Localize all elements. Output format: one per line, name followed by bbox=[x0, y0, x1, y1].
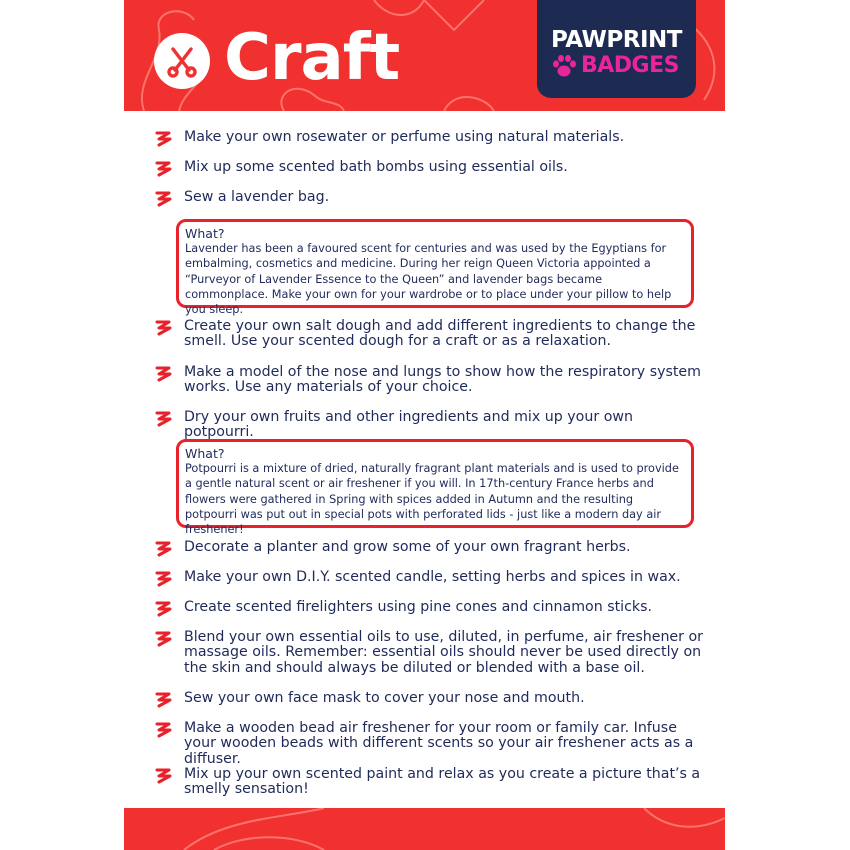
bullet-icon bbox=[154, 190, 174, 208]
brand-name-top: PAWPRINT bbox=[551, 27, 682, 53]
list-item-text: Create scented firelighters using pine cones and cinnamon sticks. bbox=[184, 599, 653, 615]
bullet-icon bbox=[154, 160, 174, 178]
list-item-text: Decorate a planter and grow some of your own fragrant herbs. bbox=[184, 539, 631, 555]
list-item-text: Blend your own essential oils to use, diluted, in perfume, air freshener or massage oils. Remember: essential oils should never be used directly on the skin and should always be diluted or blended with a base oil. bbox=[184, 629, 704, 676]
info-box-body: Lavender has been a favoured scent for centuries and was used by the Egyptians for embalming, cosmetics and medicine. During her reign Queen Victoria appointed a “Purveyor of Lavender Essence to the Queen” and lavender bags became commonplace. Make your own for your wardrobe or to place under your pillow to help you sleep. bbox=[185, 242, 672, 317]
info-box-heading: What? bbox=[185, 226, 225, 241]
bullet-icon bbox=[154, 540, 174, 558]
info-box bbox=[176, 219, 694, 317]
bullet-icon bbox=[154, 410, 174, 428]
scissors-icon bbox=[154, 33, 210, 89]
list-item-text: Create your own salt dough and add different ingredients to change the smell. Use your scented dough for a craft or as a relaxation. bbox=[184, 318, 696, 350]
bullet-icon bbox=[154, 319, 174, 337]
info-box-body: Potpourri is a mixture of dried, naturally fragrant plant materials and is used to provide a gentle natural scent or air freshener if you will. In 17th-century France herbs and flowers were gathered in Spring with spices added in Autumn and the resulting potpourri was put out in special pots with perforated lids - just like a modern day air freshener! bbox=[185, 462, 679, 537]
brand-name-bottom: BADGES bbox=[581, 53, 679, 78]
list-item-text: Make your own rosewater or perfume using natural materials. bbox=[184, 129, 625, 145]
info-box-heading: What? bbox=[185, 446, 225, 461]
bullet-icon bbox=[154, 721, 174, 739]
list-item-text: Sew a lavender bag. bbox=[184, 189, 330, 205]
page-header bbox=[124, 0, 725, 111]
bullet-icon bbox=[154, 130, 174, 148]
page-footer bbox=[124, 808, 725, 850]
footer-decoration bbox=[124, 808, 725, 850]
list-item-text: Dry your own fruits and other ingredients and mix up your own potpourri. bbox=[184, 409, 633, 441]
bullet-icon bbox=[154, 630, 174, 648]
info-box bbox=[176, 439, 694, 537]
bullet-icon bbox=[154, 691, 174, 709]
list-item-text: Make your own D.I.Y. scented candle, setting herbs and spices in wax. bbox=[184, 569, 681, 585]
bullet-icon bbox=[154, 600, 174, 618]
list-item-text: Mix up your own scented paint and relax as you create a picture that’s a smelly sensation! bbox=[184, 766, 701, 798]
pawprint-badges-logo bbox=[537, 0, 696, 98]
paw-icon bbox=[551, 54, 577, 78]
list-item-text: Make a model of the nose and lungs to show how the respiratory system works. Use any materials of your choice. bbox=[184, 364, 701, 396]
list-item-text: Sew your own face mask to cover your nose and mouth. bbox=[184, 690, 585, 706]
page-title: Craft bbox=[224, 21, 400, 95]
list-item-text: Make a wooden bead air freshener for your room or family car. Infuse your wooden beads with different scents so your air freshener acts as a diffuser. bbox=[184, 720, 694, 767]
list-item-text: Mix up some scented bath bombs using essential oils. bbox=[184, 159, 568, 175]
bullet-icon bbox=[154, 767, 174, 785]
bullet-icon bbox=[154, 570, 174, 588]
bullet-icon bbox=[154, 365, 174, 383]
craft-badge-page bbox=[124, 0, 725, 850]
